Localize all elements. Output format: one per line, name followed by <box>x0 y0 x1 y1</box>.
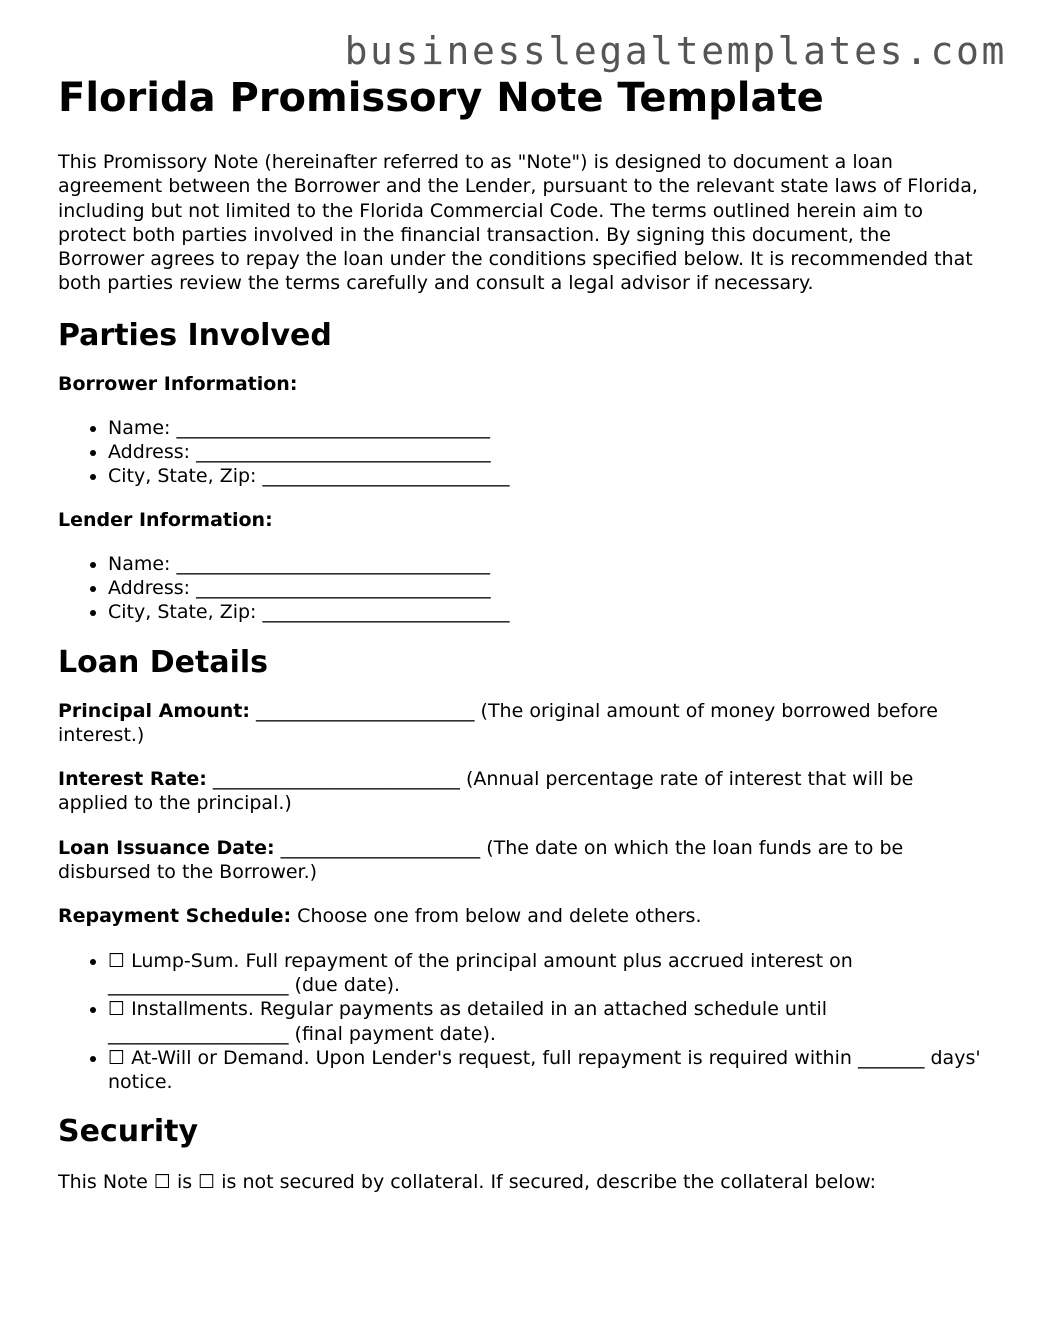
lender-heading: Lender Information: <box>58 508 273 531</box>
principal-label: Principal Amount: <box>58 699 250 722</box>
lender-address-field[interactable]: • Address: _______________________________ <box>108 576 983 600</box>
intro-paragraph: This Promissory Note (hereinafter referred to as "Note") is designed to document a loan agreement between the Borrower and the Lender, pursuant to the relevant state laws of Florida, including but not limited to the Florida Commercial Code. The terms outlined herein aim to protect both parties involved in the financial transaction. By signing this document, the Borrower agrees to repay the loan under the conditions specified below. It is recommended that both parties review the terms carefully and consult a legal advisor if necessary. <box>58 151 978 295</box>
repayment-schedule <box>58 904 983 928</box>
document-title: Florida Promissory Note Template <box>58 75 824 121</box>
borrower-fields <box>58 416 983 489</box>
repayment-option-installments[interactable]: • ☐ Installments. Regular payments as detailed in an attached schedule until ___________________ (final payment date). <box>108 997 983 1046</box>
issuance-text: _____________________ (The date on which the loan funds are to be disbursed to the Borrower.) <box>58 836 904 884</box>
issuance-label: Loan Issuance Date: <box>58 836 275 859</box>
interest-label: Interest Rate: <box>58 768 207 791</box>
repayment-option-lump-sum[interactable]: • ☐ Lump-Sum. Full repayment of the principal amount plus accrued interest on ___________________ (due date). <box>108 949 983 998</box>
parties-heading: Parties Involved <box>58 317 332 353</box>
security-heading: Security <box>58 1114 199 1150</box>
borrower-address-field[interactable]: • Address: _______________________________ <box>108 440 983 464</box>
loan-details-heading: Loan Details <box>58 644 269 680</box>
principal-text: _______________________ (The original amount of money borrowed before interest.) <box>58 699 938 746</box>
repayment-text: Choose one from below and delete others. <box>291 905 702 928</box>
borrower-city-field[interactable]: • City, State, Zip: __________________________ <box>108 464 983 488</box>
security-statement[interactable]: This Note ☐ is ☐ is not secured by collateral. If secured, describe the collateral below: <box>58 1171 877 1194</box>
loan-issuance-date[interactable] <box>58 836 983 885</box>
repayment-options <box>58 949 983 1095</box>
repayment-label: Repayment Schedule: <box>58 905 292 928</box>
interest-text: __________________________ (Annual percentage rate of interest that will be applied to the principal.) <box>58 768 914 815</box>
principal-amount[interactable] <box>58 699 983 748</box>
interest-rate[interactable] <box>58 767 983 816</box>
lender-city-field[interactable]: • City, State, Zip: __________________________ <box>108 600 983 624</box>
lender-fields <box>58 552 983 625</box>
repayment-option-at-will[interactable]: • ☐ At-Will or Demand. Upon Lender's request, full repayment is required within _______ days' notice. <box>108 1046 983 1095</box>
document-body <box>58 150 983 1195</box>
borrower-heading: Borrower Information: <box>58 372 298 395</box>
borrower-name-field[interactable]: • Name: _________________________________ <box>108 416 983 440</box>
lender-name-field[interactable]: • Name: _________________________________ <box>108 552 983 576</box>
watermark: businesslegaltemplates.com <box>344 29 1007 73</box>
